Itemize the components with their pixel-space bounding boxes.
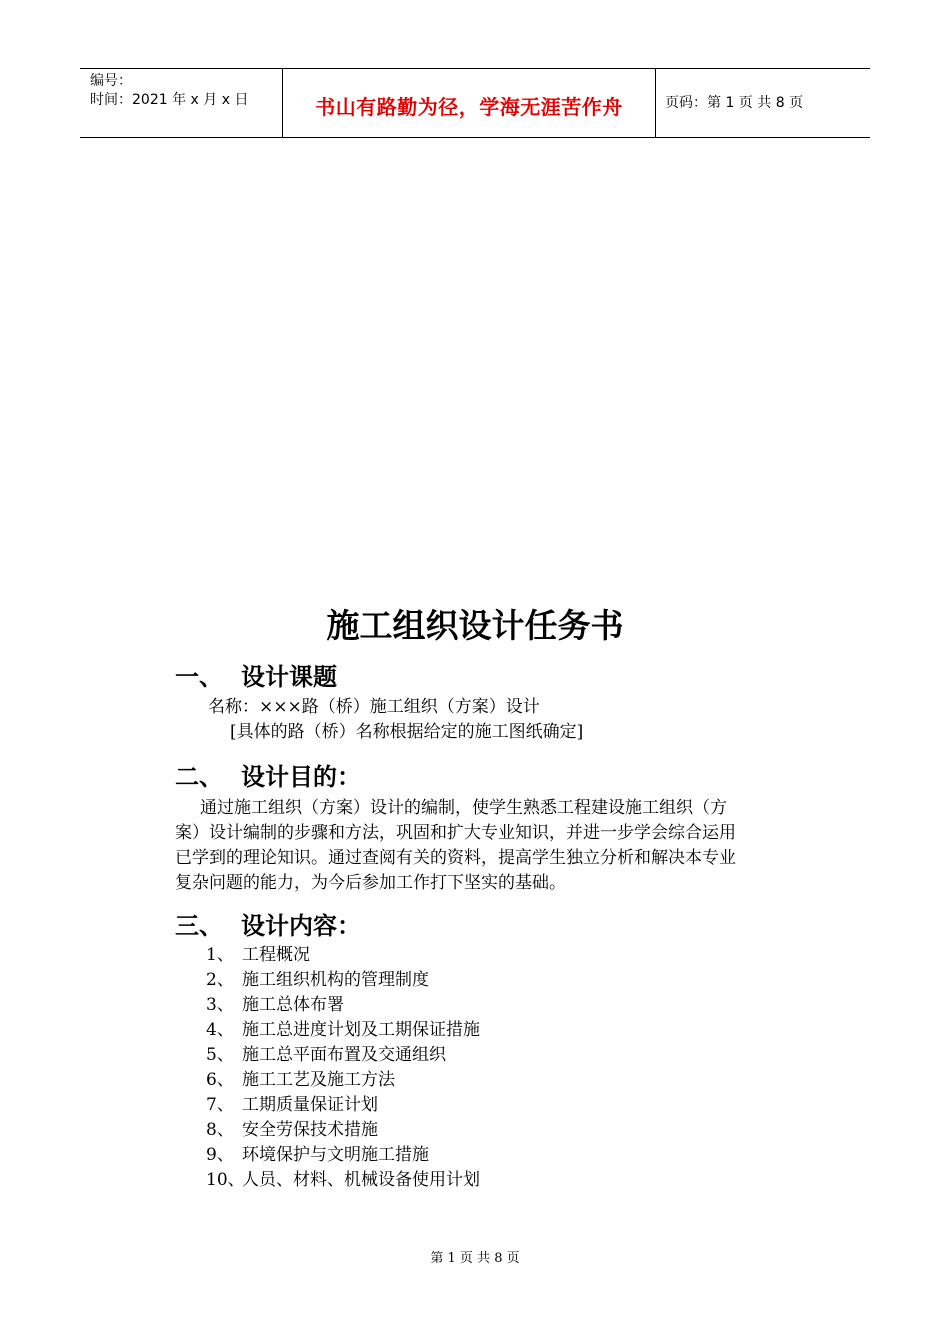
list-item (206, 943, 480, 968)
list-item-text: 人员、材料、机械设备使用计划 (242, 1170, 480, 1190)
list-item-number: 2、 (206, 970, 234, 990)
header-motto: 书山有路勤为径，学海无涯苦作舟 (315, 95, 623, 119)
list-item (206, 1018, 480, 1043)
list-item-number: 1、 (206, 945, 234, 965)
list-item (206, 1143, 480, 1168)
list-item-number: 9、 (206, 1145, 234, 1165)
list-item-text: 施工总平面布置及交通组织 (242, 1045, 446, 1065)
section-number: 一、 (175, 663, 223, 691)
list-item-text: 工程概况 (242, 945, 310, 965)
list-item (206, 1093, 480, 1118)
list-item-number: 10、 (206, 1170, 245, 1190)
page-footer: 第 1 页 共 8 页 (430, 1251, 520, 1266)
section-number: 三、 (175, 912, 223, 940)
purpose-line-3: 已学到的理论知识。通过查阅有关的资料，提高学生独立分析和解决本专业 (175, 848, 736, 868)
list-item-text: 施工总体布署 (242, 995, 344, 1015)
section-title: 设计内容： (241, 912, 361, 940)
list-item-text: 安全劳保技术措施 (242, 1120, 378, 1140)
list-item-text: 环境保护与文明施工措施 (242, 1145, 429, 1165)
section-heading-1 (175, 657, 337, 692)
list-item-text: 施工组织机构的管理制度 (242, 970, 429, 990)
list-item-number: 7、 (206, 1095, 234, 1115)
purpose-line-1: 通过施工组织（方案）设计的编制，使学生熟悉工程建设施工组织（方 (200, 798, 727, 818)
list-item-text: 施工工艺及施工方法 (242, 1070, 395, 1090)
header-page-info: 页码：第 1 页 共 8 页 (665, 95, 804, 111)
list-item-number: 4、 (206, 1020, 234, 1040)
document-number-label: 编号： (90, 73, 132, 89)
list-item-number: 8、 (206, 1120, 234, 1140)
list-item-number: 6、 (206, 1070, 234, 1090)
list-item (206, 1118, 480, 1143)
document-time-label: 时间：2021 年 x 月 x 日 (90, 92, 249, 108)
section-number: 二、 (175, 763, 223, 791)
content-list (206, 943, 480, 1193)
list-item-number: 3、 (206, 995, 234, 1015)
document-title: 施工组织设计任务书 (326, 606, 624, 645)
purpose-line-2: 案）设计编制的步骤和方法，巩固和扩大专业知识，并进一步学会综合运用 (175, 823, 736, 843)
header-motto-cell (283, 69, 656, 137)
section-heading-3 (175, 906, 361, 941)
section-title: 设计课题 (241, 663, 337, 691)
section-heading-2 (175, 757, 361, 792)
list-item (206, 1043, 480, 1068)
topic-note-line: [具体的路（桥）名称根据给定的施工图纸确定] (230, 722, 584, 742)
purpose-line-4: 复杂问题的能力，为今后参加工作打下坚实的基础。 (175, 873, 566, 893)
list-item-text: 施工总进度计划及工期保证措施 (242, 1020, 480, 1040)
list-item (206, 993, 480, 1018)
header-meta-cell (80, 69, 283, 137)
list-item (206, 968, 480, 993)
list-item-text: 工期质量保证计划 (242, 1095, 378, 1115)
header-page-cell (656, 69, 870, 137)
topic-name-line: 名称：×××路（桥）施工组织（方案）设计 (208, 697, 540, 717)
header-table (80, 68, 870, 138)
list-item (206, 1068, 480, 1093)
list-item-number: 5、 (206, 1045, 234, 1065)
section-title: 设计目的： (241, 763, 361, 791)
list-item (206, 1168, 480, 1193)
